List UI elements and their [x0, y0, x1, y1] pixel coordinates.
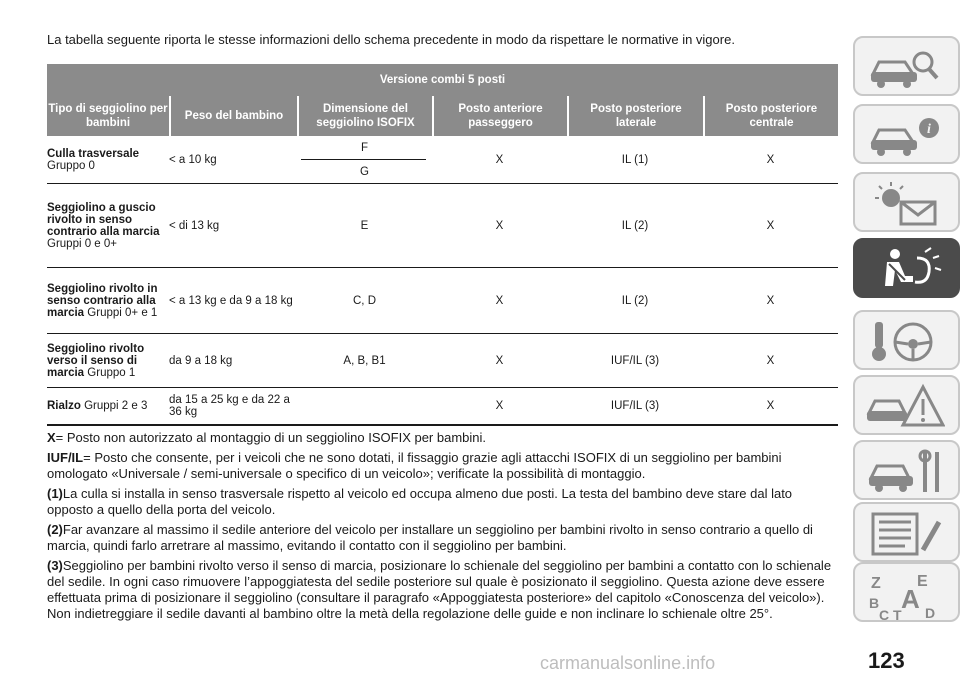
table-row	[47, 184, 838, 268]
tab-car-tools[interactable]	[853, 440, 960, 500]
svg-text:Z: Z	[871, 575, 881, 592]
table-row	[47, 268, 838, 334]
row-rear-center: X	[766, 354, 775, 367]
key-steering-icon	[865, 318, 945, 366]
row-type: Culla trasversale Gruppo 0	[47, 147, 140, 172]
row-rear-lateral: IL (2)	[621, 219, 649, 232]
seat-airbag-icon	[865, 246, 945, 294]
row-front: X	[495, 294, 504, 307]
car-info-icon	[865, 112, 945, 160]
row-weight: < a 10 kg	[169, 153, 217, 166]
tab-car-info[interactable]	[853, 104, 960, 164]
row-weight: da 15 a 25 kg e da 22 a 36 kg	[169, 394, 290, 418]
tab-car-search[interactable]	[853, 36, 960, 96]
header-peso: Peso del bambino	[169, 96, 297, 136]
svg-text:A: A	[901, 584, 920, 614]
header-posteriore-centrale: Posto posteriore centrale	[703, 96, 838, 136]
row-weight: da 9 a 18 kg	[169, 354, 233, 367]
row-front: X	[495, 219, 504, 232]
header-tipo: Tipo di seggiolino per bambini	[47, 96, 169, 136]
row-type: Seggiolino a guscio rivolto in senso contrario alla marcia Gruppi 0 e 0+	[47, 201, 160, 250]
tab-seat-airbag[interactable]	[853, 238, 960, 298]
header-dimensione: Dimensione del seggiolino ISOFIX	[297, 96, 432, 136]
row-front: X	[495, 400, 504, 412]
warning-lights-icon	[865, 180, 945, 228]
row-weight: < a 13 kg e da 9 a 18 kg	[169, 294, 293, 307]
page-number: 123	[868, 648, 905, 673]
row-rear-center: X	[766, 219, 775, 232]
row-rear-center: X	[766, 153, 775, 166]
car-tools-icon	[865, 448, 945, 496]
header-posteriore-laterale: Posto posteriore laterale	[567, 96, 703, 136]
note-3: (3)Seggiolino per bambini rivolto verso il senso di marcia, posizionare lo schienale del seggiolino per bambini a contatto con lo schienale del sedile. In ogni caso rimuovere l’appoggiatesta del sedile posteriore sul quale è posizionato il seggiolino. Questa azione deve essere effettuata prima di posizionare il seggiolino (consultare il paragrafo «Appoggiatesta posteriore» del capitolo «Conoscenza del veicolo»). Non indietreggiare il sedile davanti al bambino oltre la metà della regolazione delle guide e non inclinare lo schienale oltre 25°.	[47, 558, 832, 621]
alphabet-index-icon	[865, 570, 945, 622]
legend-notes	[47, 430, 839, 626]
intro-text: La tabella seguente riporta le stesse informazioni dello schema precedente in modo da rispettare le normative in vigore.	[47, 32, 735, 47]
table-row	[47, 136, 838, 184]
row-rear-lateral: IUF/IL (3)	[610, 354, 660, 367]
row-rear-center: X	[766, 294, 775, 307]
row-size: E	[360, 219, 369, 232]
tab-key-steering[interactable]	[853, 310, 960, 370]
row-type: Seggiolino rivolto verso il senso di marcia Gruppo 1	[47, 342, 145, 379]
row-size-split	[297, 136, 432, 183]
tab-alphabet-index[interactable]	[853, 562, 960, 622]
row-rear-center: X	[766, 400, 775, 412]
car-search-icon	[865, 44, 945, 92]
row-rear-lateral: IL (2)	[621, 294, 649, 307]
tab-warning-lights[interactable]	[853, 172, 960, 232]
header-anteriore: Posto anteriore passeggero	[432, 96, 567, 136]
tab-data-list[interactable]	[853, 502, 960, 562]
note-2: (2)Far avanzare al massimo il sedile anteriore del veicolo per installare un seggiolino per bambini rivolto in senso contrario a quello di marcia, quindi farlo arretrare al massimo, evitando il contatto con il seggiolino per bambini.	[47, 522, 813, 553]
row-front: X	[495, 354, 504, 367]
note-1: (1)La culla si installa in senso trasversale rispetto al veicolo ed occupa almeno due posti. La testa del bambino deve stare dal lato opposto a quello della porta del veicolo.	[47, 486, 793, 517]
table-super-header: Versione combi 5 posti	[47, 64, 838, 96]
car-warning-triangle-icon	[865, 383, 945, 431]
data-list-icon	[865, 510, 945, 558]
watermark: carmanualsonline.info	[540, 653, 716, 673]
row-size-g: G	[360, 165, 369, 178]
row-type: Seggiolino rivolto in senso contrario alla marcia Gruppi 0+ e 1	[47, 282, 158, 319]
svg-text:E: E	[917, 573, 928, 590]
chapter-sidebar	[852, 0, 960, 678]
svg-text:C: C	[879, 607, 890, 622]
row-rear-lateral: IUF/IL (3)	[610, 400, 660, 412]
row-weight: < di 13 kg	[169, 219, 220, 232]
table-row	[47, 334, 838, 388]
row-front: X	[495, 153, 504, 166]
note-iuf-il: IUF/IL= Posto che consente, per i veicoli che ne sono dotati, il fissaggio grazie agli attacchi ISOFIX di un seggiolino per bambini omologato «Universale / semi-universale o specifico di un veicolo»; verificate la possibilità di montaggio.	[47, 450, 782, 481]
table-header-row	[47, 96, 838, 136]
row-size: C, D	[353, 294, 376, 307]
note-x: X= Posto non autorizzato al montaggio di un seggiolino ISOFIX per bambini.	[47, 430, 487, 445]
isofix-table	[47, 64, 838, 426]
table-row	[47, 388, 838, 426]
tab-car-warning[interactable]	[853, 375, 960, 435]
svg-text:B: B	[869, 595, 880, 611]
row-size: A, B, B1	[343, 354, 386, 367]
row-size-f: F	[360, 141, 369, 154]
row-size	[297, 388, 432, 424]
svg-text:i: i	[927, 122, 931, 137]
row-type: Rialzo Gruppi 2 e 3	[47, 400, 148, 412]
row-rear-lateral: IL (1)	[621, 153, 649, 166]
svg-text:D: D	[925, 605, 936, 621]
svg-text:T: T	[893, 607, 902, 622]
